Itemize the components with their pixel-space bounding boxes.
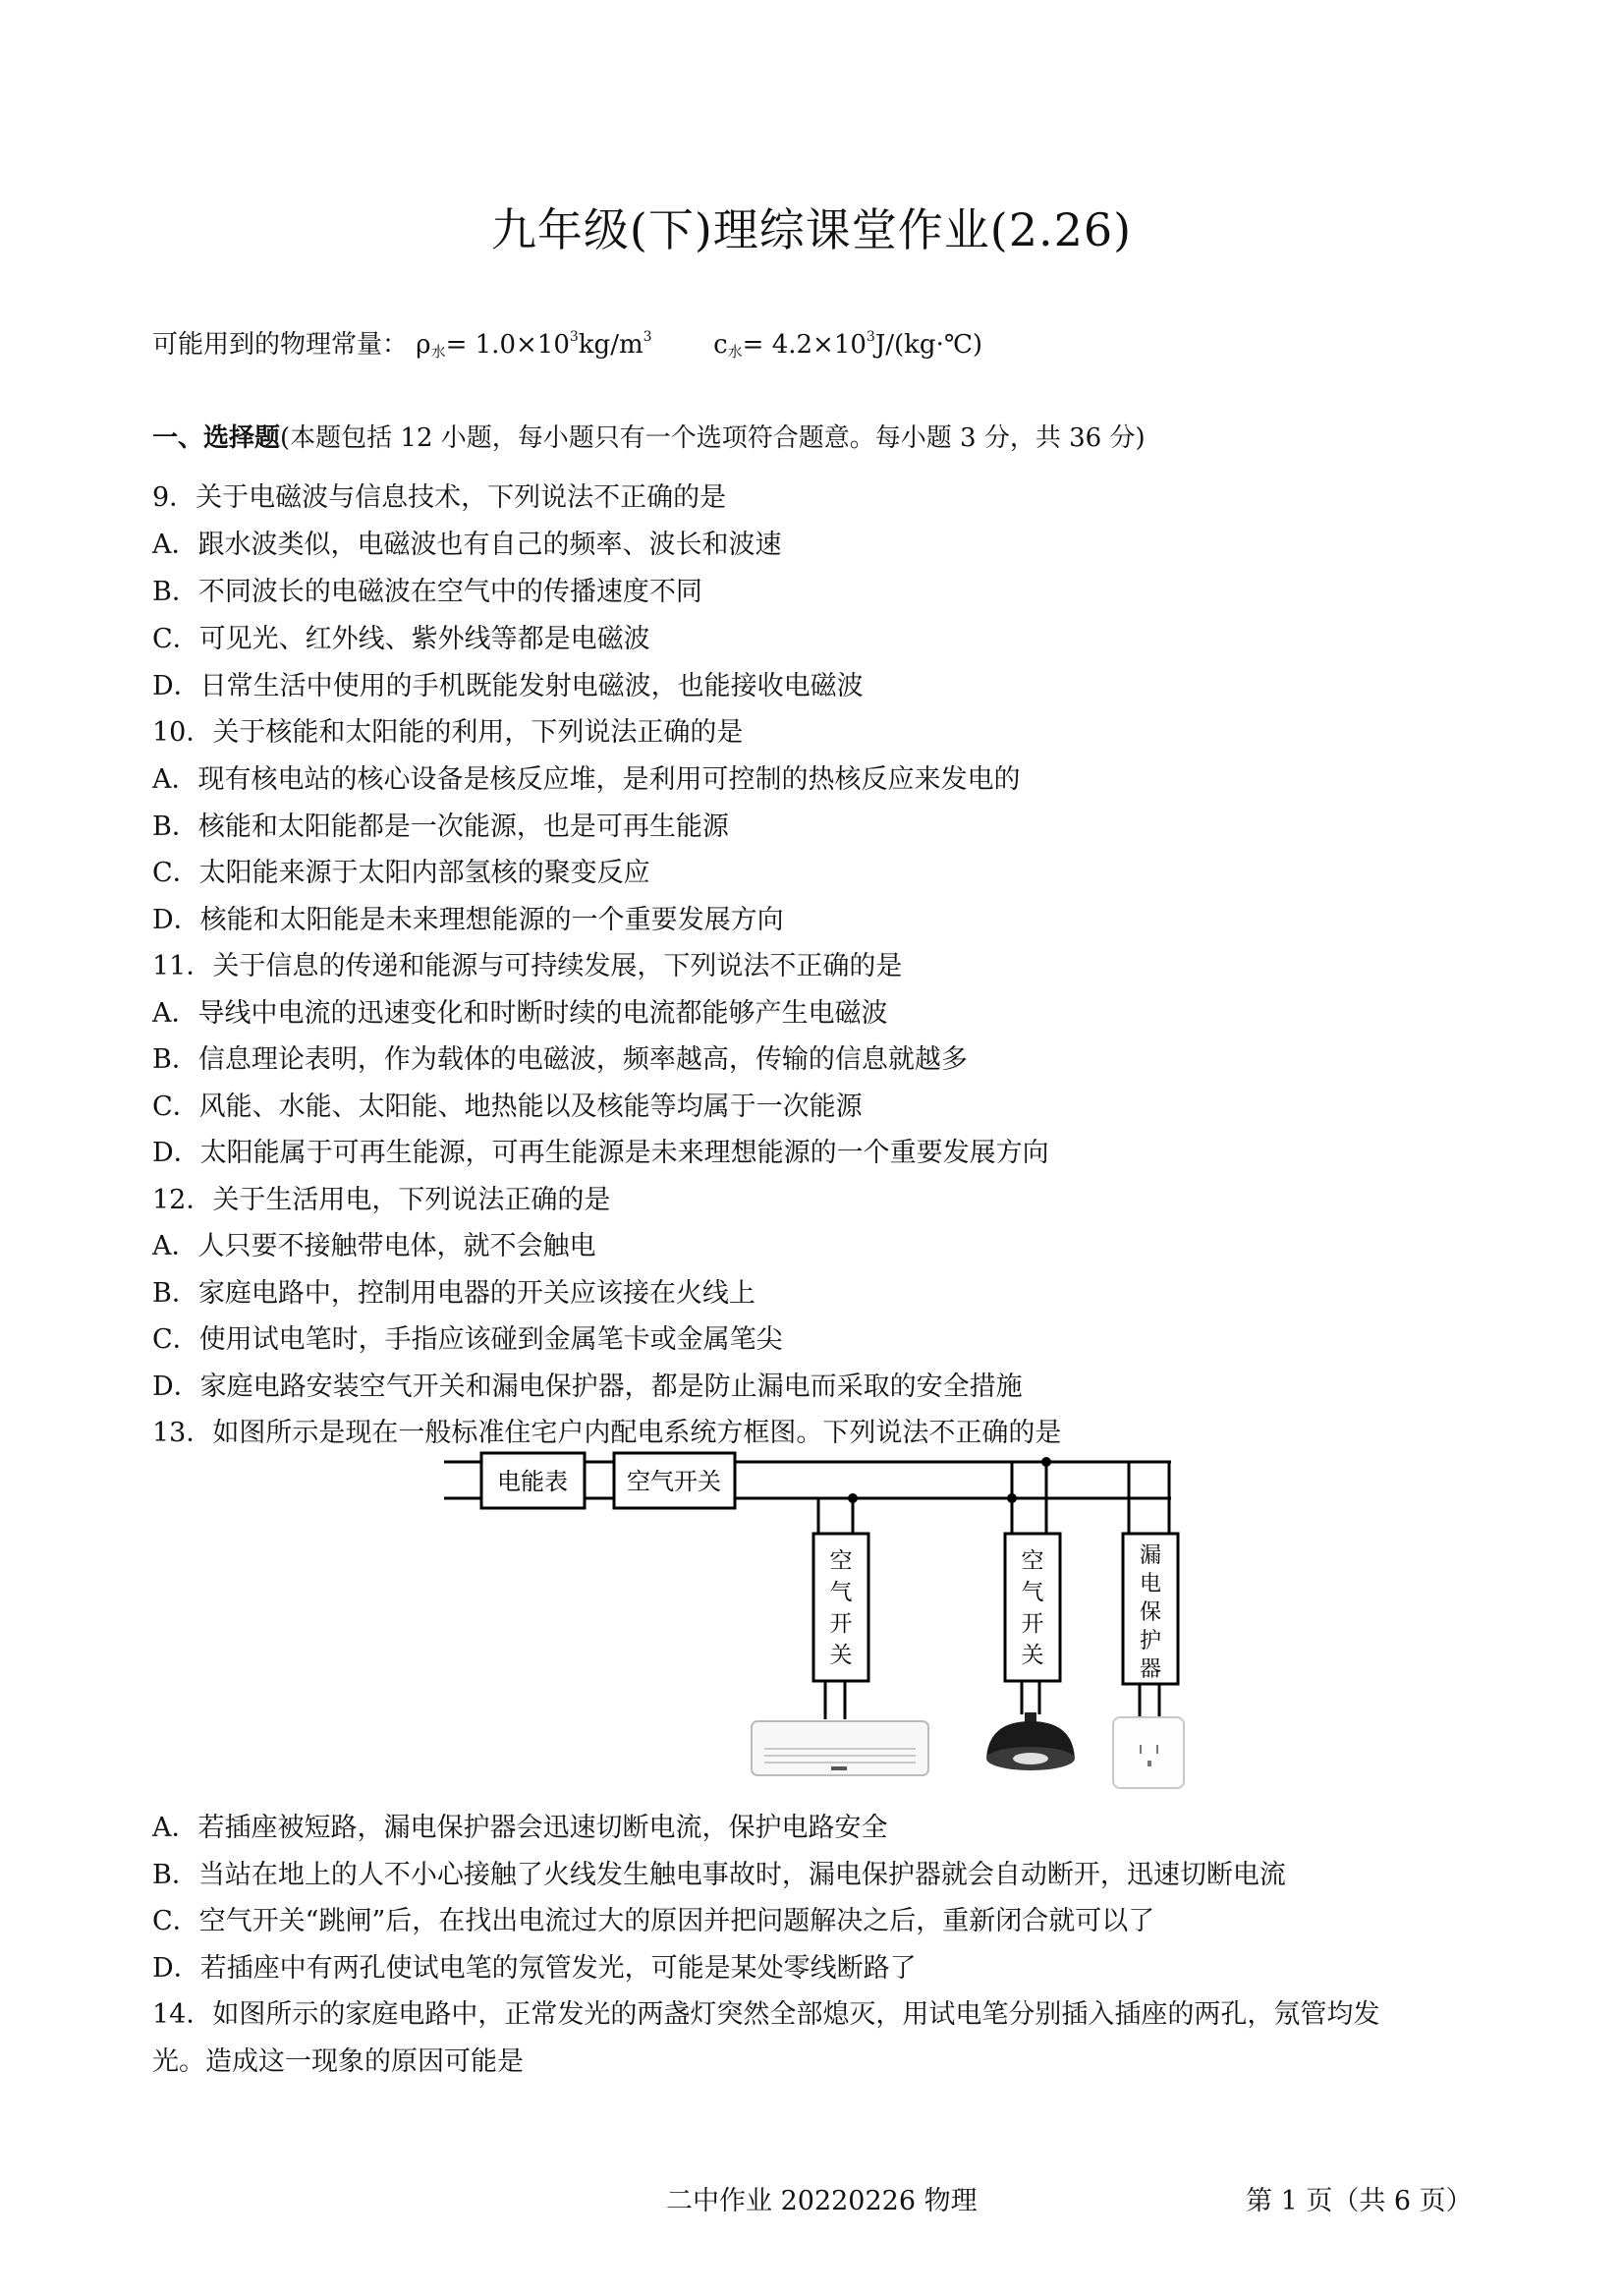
question-12-stem: 12．关于生活用电，下列说法正确的是 — [152, 1185, 611, 1215]
c-water-constant: $c_水=$ $4.2\times 10^3J/(kg\cdot℃)$ — [713, 329, 983, 361]
branch-1-char-1: 空 — [829, 1548, 853, 1574]
q13-option-d: D．若插座中有两孔使试电笔的氖管发光，可能是某处零线断路了 — [152, 1953, 917, 1984]
q10-option-d: D．核能和太阳能是未来理想能源的一个重要发展方向 — [152, 905, 784, 935]
q9-option-c: C．可见光、红外线、紫外线等都是电磁波 — [152, 624, 650, 654]
q9-option-a: A．跟水波类似，电磁波也有自己的频率、波长和波速 — [152, 530, 782, 560]
protector-char-4: 护 — [1139, 1629, 1162, 1653]
branch-1-char-4: 关 — [829, 1643, 853, 1668]
protector-char-3: 保 — [1139, 1600, 1162, 1625]
protector-char-2: 电 — [1139, 1572, 1162, 1596]
q12-option-c: C．使用试电笔时，手指应该碰到金属笔卡或金属笔尖 — [152, 1324, 783, 1355]
main-air-switch-label: 空气开关 — [627, 1468, 721, 1495]
electric-meter-label: 电能表 — [497, 1468, 568, 1495]
wall-socket-icon — [1113, 1717, 1184, 1788]
question-9-stem: 9．关于电磁波与信息技术，下列说法不正确的是 — [152, 482, 727, 513]
ceiling-lamp-icon — [986, 1712, 1075, 1770]
protector-char-1: 漏 — [1139, 1543, 1162, 1568]
branch-2-char-4: 关 — [1021, 1643, 1044, 1668]
q12-option-d: D．家庭电路安装空气开关和漏电保护器，都是防止漏电而采取的安全措施 — [152, 1372, 1023, 1402]
q10-option-b: B．核能和太阳能都是一次能源，也是可再生能源 — [152, 812, 729, 842]
branch-2-char-1: 空 — [1021, 1548, 1044, 1574]
q9-option-b: B．不同波长的电磁波在空气中的传播速度不同 — [152, 577, 702, 607]
rho-water-constant: $\rho_水= 1.0\times 10^3kg/m^3$ — [416, 329, 652, 361]
q11-option-a: A．导线中电流的迅速变化和时断时续的电流都能够产生电磁波 — [152, 998, 888, 1029]
question-14-stem-line-2: 光。造成这一现象的原因可能是 — [152, 2046, 524, 2077]
q13-option-a: A．若插座被短路，漏电保护器会迅速切断电流，保护电路安全 — [152, 1813, 888, 1843]
q11-option-c: C．风能、水能、太阳能、地热能以及核能等均属于一次能源 — [152, 1092, 863, 1122]
branch-2-char-3: 开 — [1021, 1611, 1044, 1637]
branch-1-char-2: 气 — [829, 1580, 853, 1605]
footer-center: 二中作业 20220226 物理 — [666, 2186, 978, 2216]
question-10-stem: 10．关于核能和太阳能的利用，下列说法正确的是 — [152, 717, 744, 748]
question-14-stem-line-1: 14．如图所示的家庭电路中，正常发光的两盏灯突然全部熄灭，用试电笔分别插入插座的两孔，氖管均发 — [152, 1999, 1380, 2030]
protector-char-5: 器 — [1139, 1657, 1162, 1682]
q11-option-d: D．太阳能属于可再生能源，可再生能源是未来理想能源的一个重要发展方向 — [152, 1138, 1049, 1168]
q12-option-b: B．家庭电路中，控制用电器的开关应该接在火线上 — [152, 1278, 756, 1309]
q13-option-c: C．空气开关“跳闸”后，在找出电流过大的原因并把问题解决之后，重新闭合就可以了 — [152, 1906, 1155, 1936]
constants-label: 可能用到的物理常量： — [152, 330, 409, 360]
section-heading: 一、选择题(本题包括 12 小题，每小题只有一个选项符合题意。每小题 3 分，共 36 分) — [152, 423, 1146, 453]
q12-option-a: A．人只要不接触带电体，就不会触电 — [152, 1231, 596, 1261]
q10-option-a: A．现有核电站的核心设备是核反应堆，是利用可控制的热核反应来发电的 — [152, 764, 1021, 795]
q10-option-c: C．太阳能来源于太阳内部氢核的聚变反应 — [152, 858, 650, 888]
air-conditioner-icon — [752, 1721, 928, 1775]
branch-1-char-3: 开 — [829, 1611, 853, 1637]
question-11-stem: 11．关于信息的传递和能源与可持续发展，下列说法不正确的是 — [152, 951, 903, 981]
branch-2-char-2: 气 — [1021, 1580, 1044, 1605]
footer-page-number: 第 1 页（共 6 页） — [1246, 2186, 1473, 2216]
q13-option-b: B．当站在地上的人不小心接触了火线发生触电事故时，漏电保护器就会自动断开，迅速切断电流 — [152, 1860, 1286, 1890]
page-title: 九年级(下)理综课堂作业(2.26) — [490, 203, 1133, 256]
q11-option-b: B．信息理论表明，作为载体的电磁波，频率越高，传输的信息就越多 — [152, 1044, 968, 1075]
question-13-stem: 13．如图所示是现在一般标准住宅户内配电系统方框图。下列说法不正确的是 — [152, 1418, 1062, 1448]
q9-option-d: D．日常生活中使用的手机既能发射电磁波，也能接收电磁波 — [152, 671, 864, 701]
